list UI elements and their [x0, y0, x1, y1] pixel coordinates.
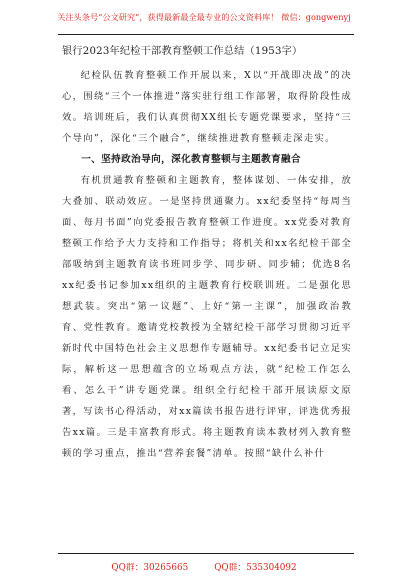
- footer-qq-group-2: QQ群：535304092: [214, 563, 297, 573]
- document-body: [62, 44, 352, 464]
- intro-paragraph: 纪检队伍教育整顿工作开展以来，X以“开战即决战”的决心，围绕“三个一体推进”落实驻行组工作部署，取得阶段性成效。培训班后，我们认真贯彻XX组长专题党课要求，坚持“三个导向”，深化“三个融合”，继续推进教育整顿走深走实。: [62, 70, 352, 144]
- bottom-divider: [58, 553, 354, 554]
- section-1-body: 有机贯通教育整顿和主题教育，整体谋划、一体安排，放大叠加、联动效应。一是坚持贯通聚力。xx纪委坚持“每周当面、每月书面”向党委报告教育整顿工作进度。xx党委对教育整顿工作给予大力支持和工作指导；将机关和xx名纪检干部全部吸纳到主题教育读书班同步学、同步研、同步辅；优选8名xx纪委书记参加xx组织的主题教育行校联训班。二是强化思想武装。突出“第一议题”、上好“第一主课”，加强政治教育、党性教育。邀请党校教授为全辖纪检干部学习贯彻习近平新时代中国特色社会主义思想作专题辅导。xx纪委书记立足实际，解析这一思想蕴含的立场观点方法，就“纪检工作怎么看、怎么干”讲专题党课。组织全行纪检干部开展读原文原著，写读书心得活动，对xx篇读书报告进行评审，评选优秀报告xx篇。三是丰富教育形式。将主题教育读本教材列入教育整顿的学习重点，推出“营养套餐”清单。按照“缺什么补什: [62, 175, 353, 459]
- footer-qq-group-1: QQ群：30265665: [111, 563, 189, 573]
- footer-contacts: [0, 560, 408, 573]
- top-divider: [58, 34, 354, 35]
- header-banner: 关注头条号“公文研究”，获得最新最全最专业的公文资料库！ 微信：gongwenyj: [57, 12, 351, 22]
- document-title: 银行2023年纪检干部教育整顿工作总结（1953字）: [62, 46, 303, 57]
- section-1-heading: 一、坚持政治导向，深化教育整顿与主题教育融合: [81, 154, 302, 165]
